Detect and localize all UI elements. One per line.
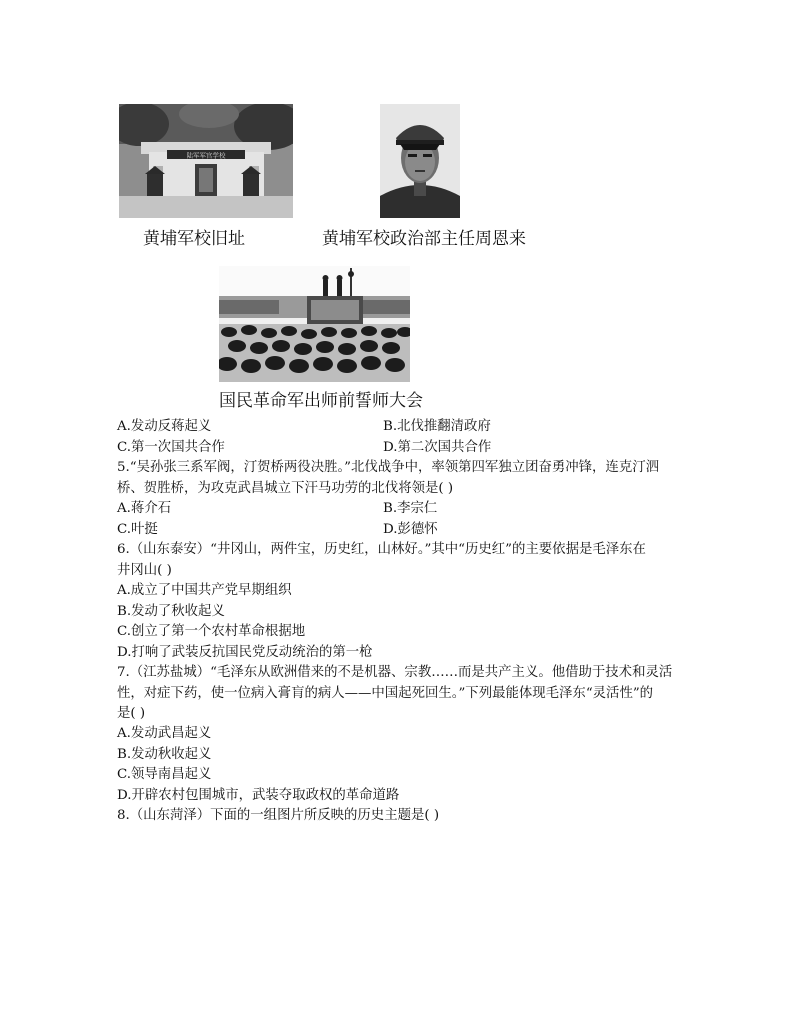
q4-option-d: D.第二次国共合作 xyxy=(383,440,492,455)
q7-stem-line2: 性，对症下药，使一位病入膏肓的病人——中国起死回生。”下列最能体现毛泽东“灵活性”的 xyxy=(117,686,654,701)
q4-option-c: C.第一次国共合作 xyxy=(117,440,225,455)
northern-expedition-rally-photo xyxy=(219,266,410,382)
photo-caption-gate: 黄埔军校旧址 xyxy=(143,229,245,249)
q4-option-a: A.发动反蒋起义 xyxy=(117,419,212,434)
q5-option-a: A.蒋介石 xyxy=(117,501,172,516)
q6-stem-line2: 井冈山( ) xyxy=(117,563,172,578)
q7-option-b: B.发动秋收起义 xyxy=(117,747,212,762)
q6-option-a: A.成立了中国共产党早期组织 xyxy=(117,583,292,598)
photo-caption-zhou: 黄埔军校政治部主任周恩来 xyxy=(322,229,526,249)
q7-option-a: A.发动武昌起义 xyxy=(117,726,212,741)
gate-sign-text: 陆军军官学校 xyxy=(186,151,226,160)
q6-option-d: D.打响了武装反抗国民党反动统治的第一枪 xyxy=(117,645,373,660)
q6-stem-line1: 6.（山东泰安）“井冈山，两件宝，历史红，山林好。”其中“历史红”的主要依据是毛泽东在 xyxy=(117,542,646,557)
q7-stem-line1: 7.（江苏盐城）“毛泽东从欧洲借来的不是机器、宗教……而是共产主义。他借助于技术和灵活 xyxy=(117,665,673,680)
q5-option-d: D.彭德怀 xyxy=(383,522,438,537)
zhou-enlai-portrait xyxy=(380,104,460,218)
q7-stem-line3: 是( ) xyxy=(117,706,146,721)
q8-stem-line1: 8.（山东菏泽）下面的一组图片所反映的历史主题是( ) xyxy=(117,808,440,823)
q6-option-c: C.创立了第一个农村革命根据地 xyxy=(117,624,306,639)
q5-stem-line2: 桥、贺胜桥，为攻克武昌城立下汗马功劳的北伐将领是( ) xyxy=(117,481,454,496)
q7-option-c: C.领导南昌起义 xyxy=(117,767,212,782)
q5-stem-line1: 5.“吴孙张三系军阀，汀贺桥两役决胜。”北伐战争中，率领第四军独立团奋勇冲锋，连克汀泗 xyxy=(117,460,659,475)
whampoa-gate-photo xyxy=(119,104,293,218)
photo-caption-rally: 国民革命军出师前誓师大会 xyxy=(219,391,423,411)
q6-option-b: B.发动了秋收起义 xyxy=(117,604,225,619)
q5-option-c: C.叶挺 xyxy=(117,522,158,537)
q7-option-d: D.开辟农村包围城市，武装夺取政权的革命道路 xyxy=(117,788,400,803)
q5-option-b: B.李宗仁 xyxy=(383,501,438,516)
q4-option-b: B.北伐推翻清政府 xyxy=(383,419,491,434)
